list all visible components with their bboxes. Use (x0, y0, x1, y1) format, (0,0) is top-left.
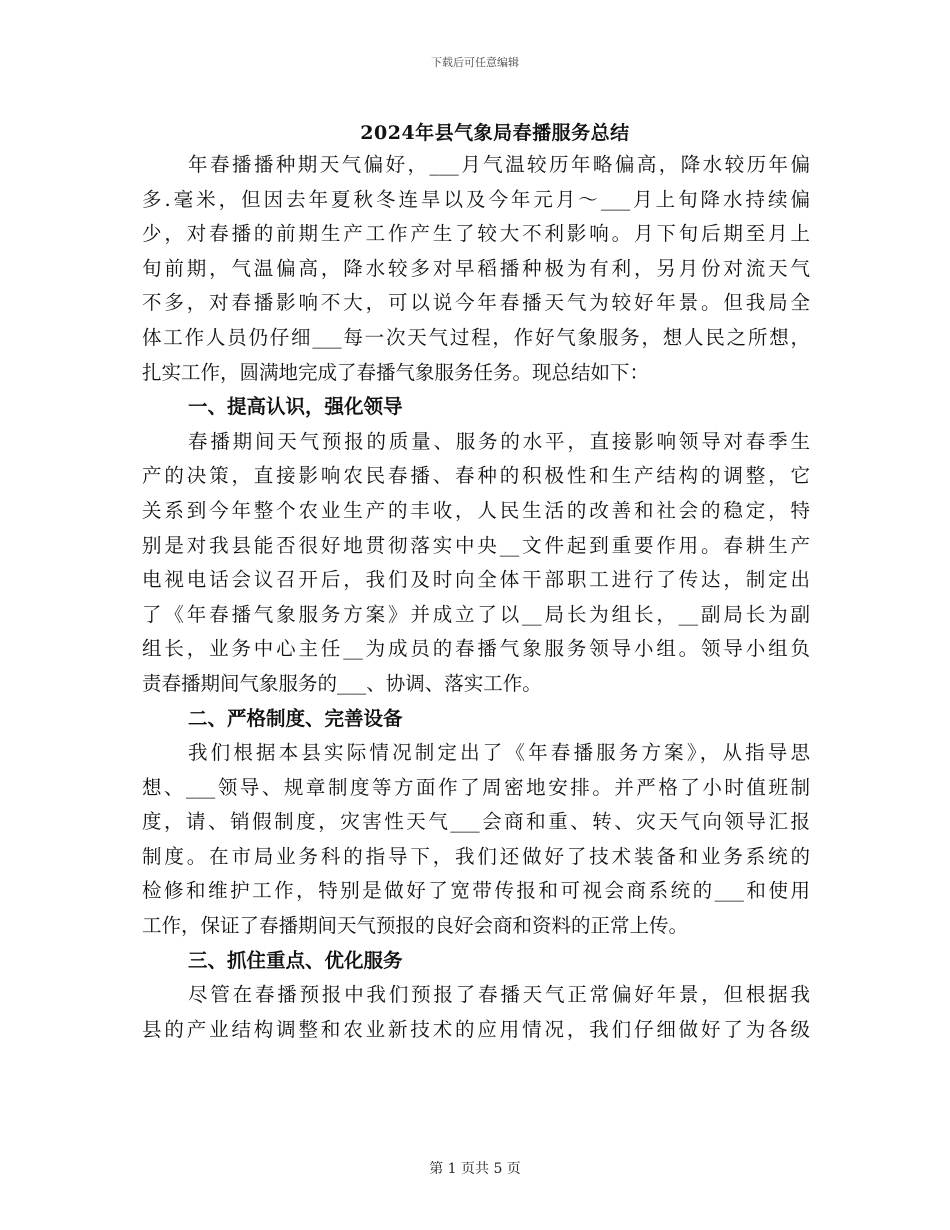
text-line: 电视电话会议召开后，我们及时向全体干部职工进行了传达，制定出 (142, 568, 810, 592)
paragraph-section-2 (142, 736, 810, 944)
paragraph-section-3 (142, 978, 810, 1047)
page-header: 下载后可任意编辑 (431, 56, 519, 69)
text-line: 我们根据本县实际情况制定出了《年春播服务方案》，从指导思 (188, 741, 810, 765)
text-line: 组长，业务中心主任__为成员的春播气象服务领导小组。领导小组负 (142, 637, 810, 661)
text-line: 多.毫米，但因去年夏秋冬连旱以及今年元月～___月上旬降水持续偏 (142, 187, 810, 211)
text-line: 尽管在春播预报中我们预报了春播天气正常偏好年景，但根据我 (188, 983, 810, 1007)
text-line: 关系到今年整个农业生产的丰收，人民生活的改善和社会的稳定，特 (142, 498, 810, 522)
text-line: 体工作人员仍仔细___每一次天气过程，作好气象服务，想人民之所想， (142, 325, 810, 349)
text-line: 想、___领导、规章制度等方面作了周密地安排。并严格了小时值班制 (142, 775, 810, 799)
document-body (142, 148, 810, 1047)
text-line: 年春播播种期天气偏好，___月气温较历年略偏高，降水较历年偏 (188, 153, 810, 176)
text-line: 扎实工作，圆满地完成了春播气象服务任务。现总结如下： (142, 360, 650, 384)
document-title: 2024年县气象局春播服务总结 (360, 122, 630, 144)
section-heading-3: 三、抓住重点、优化服务 (188, 948, 403, 972)
text-line: 检修和维护工作，特别是做好了宽带传报和可视会商系统的___和使用 (142, 879, 810, 903)
text-line: 春播期间天气预报的质量、服务的水平，直接影响领导对春季生 (188, 429, 810, 453)
text-line: 别是对我县能否很好地贯彻落实中央__文件起到重要作用。春耕生产 (142, 533, 810, 557)
paragraph-section-1 (142, 425, 810, 702)
section-heading-1: 一、提高认识，强化领导 (188, 395, 403, 419)
text-line: 工作，保证了春播期间天气预报的良好会商和资料的正常上传。 (142, 914, 689, 938)
text-line: 度，请、销假制度，灾害性天气___会商和重、转、灾天气向领导汇报 (142, 810, 810, 834)
text-line: 县的产业结构调整和农业新技术的应用情况，我们仔细做好了为各级 (142, 1017, 810, 1041)
text-line: 不多，对春播影响不大，可以说今年春播天气为较好年景。但我局全 (142, 291, 810, 315)
section-heading-2: 二、严格制度、完善设备 (188, 706, 403, 730)
paragraph-intro (142, 148, 810, 390)
text-line: 了《年春播气象服务方案》并成立了以__局长为组长，__副局长为副 (142, 602, 810, 626)
text-line: 旬前期，气温偏高，降水较多对早稻播种极为有利，另月份对流天气 (142, 256, 810, 280)
text-line: 责春播期间气象服务的___、协调、落实工作。 (142, 671, 542, 695)
text-line: 产的决策，直接影响农民春播、春种的积极性和生产结构的调整，它 (142, 464, 810, 488)
text-line: 制度。在市局业务科的指导下，我们还做好了技术装备和业务系统的 (142, 844, 810, 868)
page-footer: 第 1 页共 5 页 (429, 1161, 521, 1177)
text-line: 少，对春播的前期生产工作产生了较大不利影响。月下旬后期至月上 (142, 222, 810, 246)
